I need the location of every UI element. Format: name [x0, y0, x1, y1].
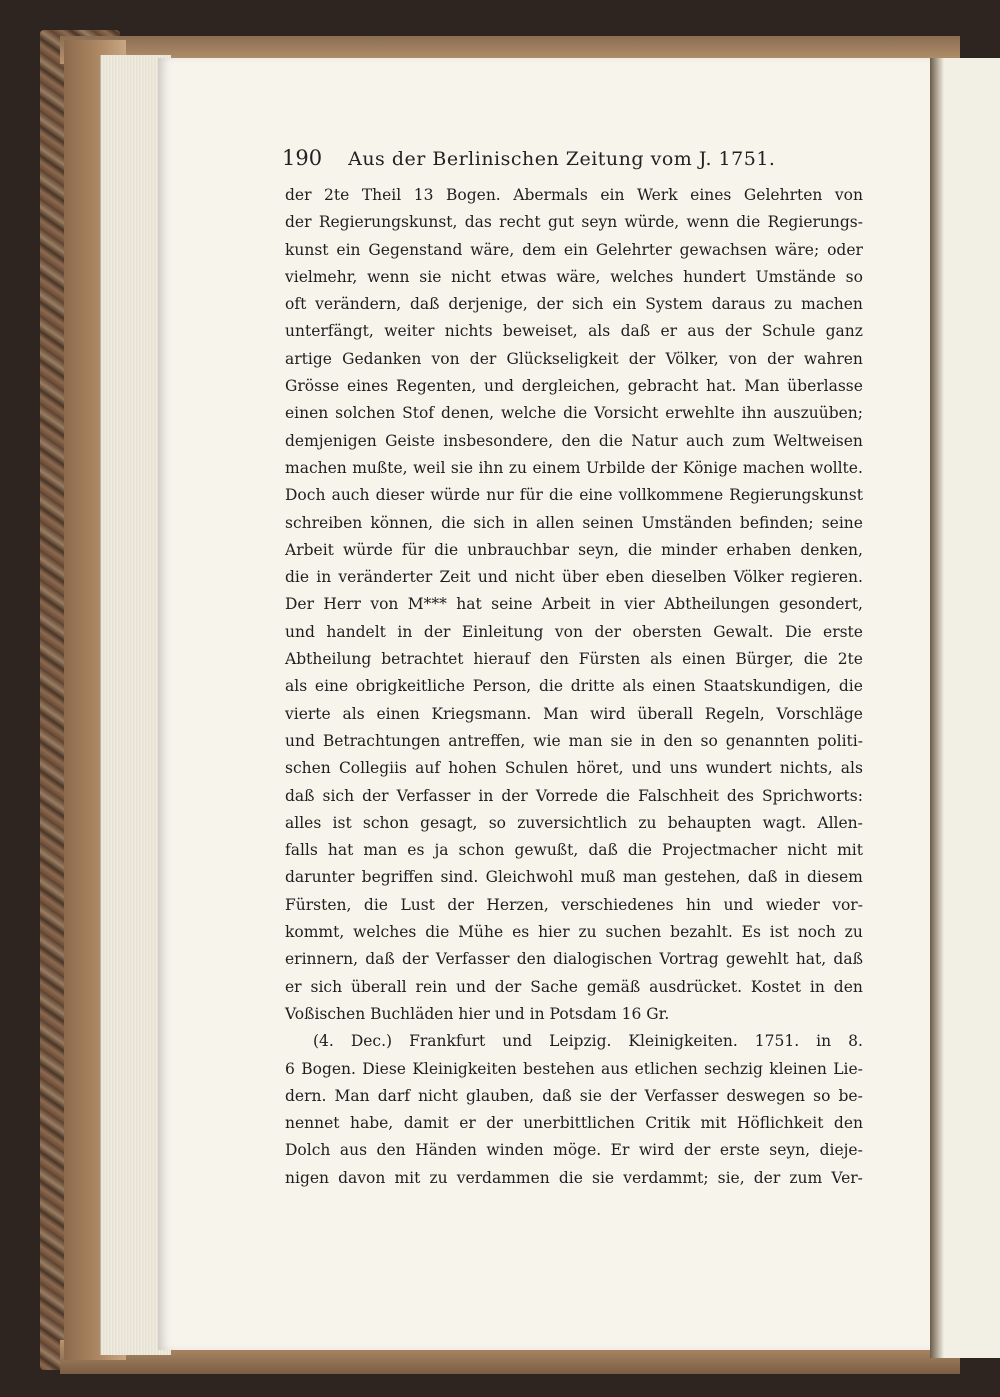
- text-line: darunter begriffen sind. Gleichwohl muß man gestehen, daß in diesem: [285, 868, 863, 887]
- text-line: und handelt in der Einleitung von der obersten Gewalt. Die erste: [285, 622, 863, 641]
- text-line: der 2te Theil 13 Bogen. Abermals ein Werk eines Gelehrten von: [285, 186, 863, 204]
- text-line: die in veränderter Zeit und nicht über eben dieselben Völker regieren.: [285, 568, 863, 587]
- text-line: schreiben können, die sich in allen seinen Umständen befinden; seine: [285, 513, 863, 532]
- text-line: vielmehr, wenn sie nicht etwas wäre, welches hundert Umstände so: [285, 267, 863, 286]
- text-line: alles ist schon gesagt, so zuversichtlich zu behaupten wagt. Allen-: [285, 813, 863, 832]
- text-line: daß sich der Verfasser in der Vorrede die Falschheit des Sprichworts:: [285, 786, 863, 805]
- text-line: Fürsten, die Lust der Herzen, verschiedenes hin und wieder vor-: [285, 895, 863, 914]
- text-line: falls hat man es ja schon gewußt, daß die Projectmacher nicht mit: [285, 841, 863, 860]
- text-line: nennet habe, damit er der unerbittlichen Critik mit Höflichkeit den: [285, 1114, 863, 1133]
- text-line: schen Collegiis auf hohen Schulen höret, und uns wundert nichts, als: [285, 759, 863, 778]
- text-line: dern. Man darf nicht glauben, daß sie der Verfasser deswegen so be-: [285, 1086, 863, 1105]
- text-line: Abtheilung betrachtet hierauf den Fürsten als einen Bürger, die 2te: [285, 650, 863, 669]
- text-line: kommt, welches die Mühe es hier zu suchen bezahlt. Es ist noch zu: [285, 923, 863, 942]
- text-line: oft verändern, daß derjenige, der sich ein System daraus zu machen: [285, 295, 863, 314]
- page-header: [282, 146, 802, 170]
- text-line: Grösse eines Regenten, und dergleichen, gebracht hat. Man überlasse: [285, 377, 863, 396]
- running-head: Aus der Berlinischen Zeitung vom J. 1751.: [348, 148, 776, 170]
- page-number: 190: [282, 146, 323, 170]
- text-line: artige Gedanken von der Glückseligkeit der Völker, von der wahren: [285, 349, 863, 368]
- text-line: Dolch aus den Händen winden möge. Er wird der erste seyn, dieje-: [285, 1141, 863, 1160]
- text-line: der Regierungskunst, das recht gut seyn würde, wenn die Regierungs-: [285, 213, 863, 232]
- text-line: demjenigen Geiste insbesondere, den die Natur auch zum Weltweisen: [285, 431, 863, 450]
- text-line: vierte als einen Kriegsmann. Man wird überall Regeln, Vorschläge: [285, 704, 863, 723]
- text-line: Der Herr von M*** hat seine Arbeit in vier Abtheilungen gesondert,: [285, 595, 863, 614]
- text-line: Doch auch dieser würde nur für die eine vollkommene Regierungskunst: [285, 486, 863, 505]
- text-line: als eine obrigkeitliche Person, die dritte als einen Staatskundigen, die: [285, 677, 863, 696]
- text-line: kunst ein Gegenstand wäre, dem ein Gelehrter gewachsen wäre; oder: [285, 240, 863, 259]
- text-line: erinnern, daß der Verfasser den dialogischen Vortrag gewehlt hat, daß: [285, 950, 863, 969]
- text-line: er sich überall rein und der Sache gemäß ausdrücket. Kostet in den: [285, 977, 863, 996]
- facing-page-edge: [930, 58, 1000, 1358]
- text-line: nigen davon mit zu verdammen die sie verdammt; sie, der zum Ver-: [285, 1168, 863, 1187]
- text-line: Voßischen Buchläden hier und in Potsdam 16 Gr.: [285, 1004, 670, 1023]
- body-text: [285, 182, 863, 1192]
- text-line: Arbeit würde für die unbrauchbar seyn, die minder erhaben denken,: [285, 540, 863, 559]
- text-line: unterfängt, weiter nichts beweiset, als daß er aus der Schule ganz: [285, 322, 863, 341]
- text-line: und Betrachtungen antreffen, wie man sie in den so genannten politi-: [285, 731, 863, 750]
- text-line: einen solchen Stof denen, welche die Vorsicht erwehlte ihn auszuüben;: [285, 404, 863, 423]
- text-line: (4. Dec.) Frankfurt und Leipzig. Kleinigkeiten. 1751. in 8.: [313, 1032, 863, 1051]
- text-line: machen mußte, weil sie ihn zu einem Urbilde der Könige machen wollte.: [285, 458, 863, 477]
- text-line: 6 Bogen. Diese Kleinigkeiten bestehen aus etlichen sechzig kleinen Lie-: [285, 1059, 863, 1078]
